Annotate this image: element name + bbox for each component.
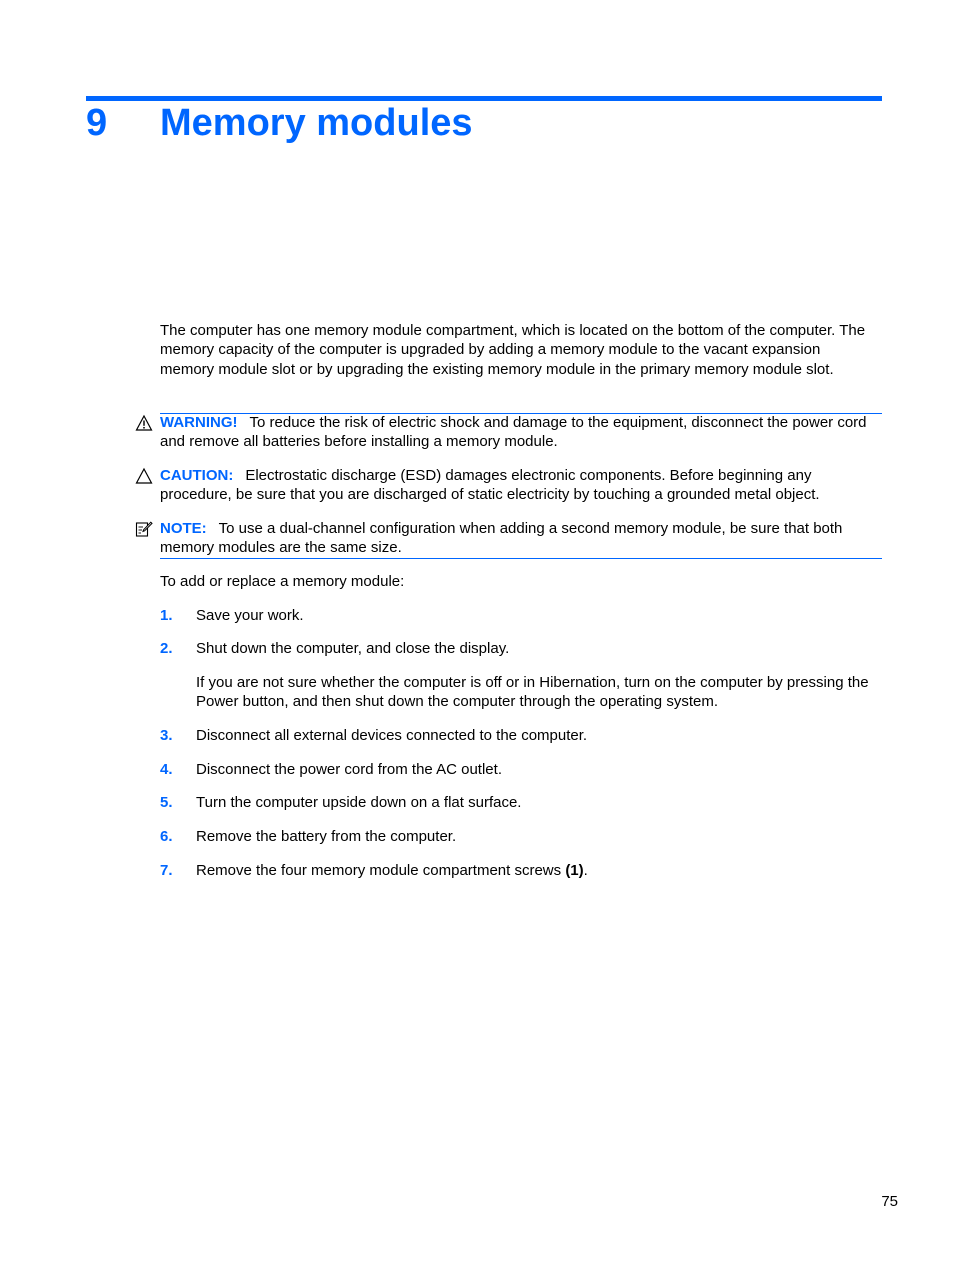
step-text: Disconnect all external devices connected to the computer. <box>196 727 588 744</box>
page-number: 75 <box>881 1193 898 1210</box>
note-text: To use a dual-channel configuration when adding a second memory module, be sure that both memory modules are the same size. <box>160 520 843 557</box>
caution-label: CAUTION: <box>160 467 234 484</box>
step-text-main: Remove the four memory module compartment screws <box>196 862 562 879</box>
step-text: Shut down the computer, and close the display. <box>196 640 510 657</box>
step-number: 6. <box>160 828 173 845</box>
intro-paragraph: The computer has one memory module compartment, which is located on the bottom of the computer. The memory capacity of the computer is upgraded by adding a memory module to the vacant expansion memory module slot or by upgrading the existing memory module in the primary memory module slot. <box>160 322 866 378</box>
step-number: 7. <box>160 862 173 879</box>
step-text: Save your work. <box>196 607 304 624</box>
step-text: Turn the computer upside down on a flat surface. <box>196 794 522 811</box>
step-number: 2. <box>160 640 173 657</box>
step-text: Remove the battery from the computer. <box>196 828 457 845</box>
notice-bottom-rule <box>160 558 882 559</box>
chapter-title: Memory modules <box>160 102 473 144</box>
step-text: Disconnect the power cord from the AC outlet. <box>196 761 502 778</box>
callout-number: (1) <box>565 862 584 879</box>
step-number: 3. <box>160 727 173 744</box>
step-number: 4. <box>160 761 173 778</box>
step-number: 1. <box>160 607 173 624</box>
step-number: 5. <box>160 794 173 811</box>
note-label: NOTE: <box>160 520 207 537</box>
chapter-number: 9 <box>86 102 108 144</box>
note-pencil-icon <box>135 520 153 538</box>
procedure-intro: To add or replace a memory module: <box>160 573 405 590</box>
step-subparagraph: If you are not sure whether the computer is off or in Hibernation, turn on the computer by pressing the Power button, and then shut down the computer through the operating system. <box>196 674 869 711</box>
caution-notice <box>160 466 882 505</box>
warning-triangle-icon <box>135 414 153 432</box>
step-text-end: . <box>583 862 588 879</box>
warning-label: WARNING! <box>160 414 238 431</box>
warning-notice <box>160 413 882 452</box>
caution-text: Electrostatic discharge (ESD) damages electronic components. Before beginning any procedure, be sure that you are discharged of static electricity by touching a grounded metal object. <box>160 467 820 504</box>
note-notice <box>160 519 882 558</box>
caution-triangle-icon <box>135 467 153 485</box>
step-text <box>196 861 876 880</box>
warning-text: To reduce the risk of electric shock and damage to the equipment, disconnect the power cord and remove all batteries before installing a memory module. <box>160 414 867 451</box>
